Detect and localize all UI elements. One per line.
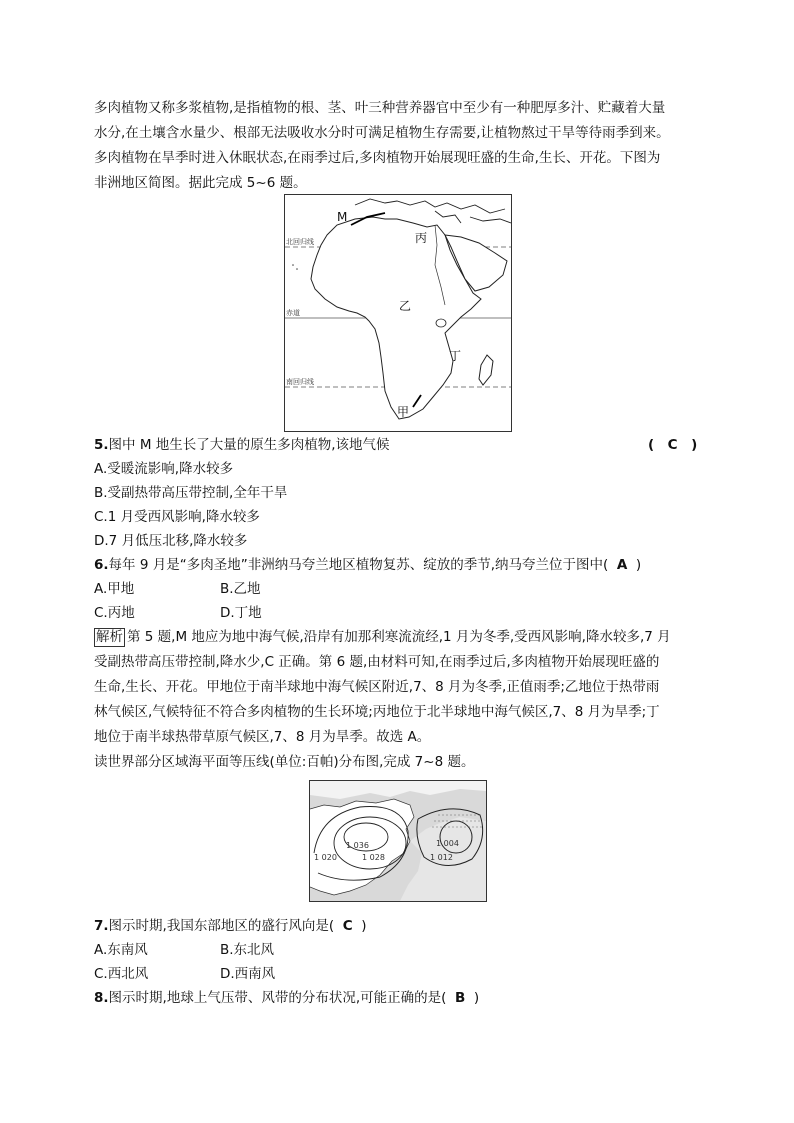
q6-stem (94, 555, 641, 575)
q6-option-b: B.乙地 (220, 581, 261, 597)
q5-option-c: C.1 月受西风影响,降水较多 (94, 509, 260, 525)
q5-option-a: A.受暖流影响,降水较多 (94, 461, 234, 477)
q5-number: 5. (94, 437, 109, 453)
q7-close: ) (361, 918, 367, 934)
south-tropic-label: 南回归线 (286, 378, 314, 386)
q5-answer-text: ( C ) (648, 437, 698, 453)
q7-option-c: C.西北风 (94, 966, 149, 982)
q5-answer (648, 435, 697, 455)
q5-stem (94, 435, 390, 455)
q7-answer: C (342, 918, 353, 934)
intro-line-1: 多肉植物又称多浆植物,是指植物的根、茎、叶三种营养器官中至少有一种肥厚多汁、贮藏着大量 (94, 100, 666, 116)
intro2-line: 读世界部分区域海平面等压线(单位:百帕)分布图,完成 7~8 题。 (94, 754, 475, 770)
map-label-ding: 丁 (449, 349, 462, 363)
analysis-line-2: 受副热带高压带控制,降水少,C 正确。第 6 题,由材料可知,在雨季过后,多肉植物开始展现旺盛的 (94, 654, 660, 670)
q5-option-d: D.7 月低压北移,降水较多 (94, 533, 248, 549)
analysis-line-1 (94, 627, 671, 647)
q6-answer: A (616, 557, 628, 573)
north-tropic-label: 北回归线 (286, 238, 314, 246)
africa-map-drawing (285, 195, 511, 431)
q6-option-d: D.丁地 (220, 605, 262, 621)
analysis-text-1: 第 5 题,M 地应为地中海气候,沿岸有加那利寒流流经,1 月为冬季,受西风影响,降水较多,7 月 (127, 629, 671, 645)
analysis-line-5: 地位于南半球热带草原气候区,7、8 月为旱季。故选 A。 (94, 729, 431, 745)
analysis-line-4: 林气候区,气候特征不符合多肉植物的生长环境;丙地位于北半球地中海气候区,7、8 月为旱季;丁 (94, 704, 660, 720)
q7-number: 7. (94, 918, 109, 934)
q6-number: 6. (94, 557, 109, 573)
intro-line-3: 多肉植物在旱季时进入休眠状态,在雨季过后,多肉植物开始展现旺盛的生命,生长、开花。下图为 (94, 150, 661, 166)
q8-number: 8. (94, 990, 109, 1006)
q7-option-d: D.西南风 (220, 966, 276, 982)
q8-answer: B (454, 990, 466, 1006)
q7-stem (94, 916, 366, 936)
map-label-yi: 乙 (399, 299, 412, 313)
isobar-label-1028: 1 028 (362, 853, 385, 862)
map-label-m: M (337, 210, 348, 224)
isobar-label-1012: 1 012 (430, 853, 453, 862)
map-label-bing: 丙 (415, 231, 428, 245)
isobar-label-1036: 1 036 (346, 841, 369, 850)
q6-close: ) (635, 557, 642, 573)
q5-stem-text: 图中 M 地生长了大量的原生多肉植物,该地气候 (108, 437, 390, 453)
q8-stem (94, 988, 479, 1008)
analysis-line-3: 生命,生长、开花。甲地位于南半球地中海气候区附近,7、8 月为冬季,正值雨季;乙地位于热带雨 (94, 679, 660, 695)
map-label-jia: 甲 (397, 405, 410, 419)
equator-label: 赤道 (286, 309, 300, 317)
isobar-label-1004: 1 004 (436, 839, 459, 848)
q7-option-b: B.东北风 (220, 942, 275, 958)
intro-line-2: 水分,在土壤含水量少、根部无法吸收水分时可满足植物生存需要,让植物熬过干旱等待雨季到来。 (94, 125, 670, 141)
pressure-map (309, 780, 487, 902)
q7-stem-text: 图示时期,我国东部地区的盛行风向是( (108, 918, 335, 934)
pressure-map-drawing (310, 781, 486, 901)
q8-close: ) (473, 990, 480, 1006)
q6-stem-text: 每年 9 月是“多肉圣地”非洲纳马夸兰地区植物复苏、绽放的季节,纳马夸兰位于图中( (108, 557, 609, 573)
analysis-tag: 解析 (96, 629, 123, 645)
q7-option-a: A.东南风 (94, 942, 148, 958)
q6-option-a: A.甲地 (94, 581, 135, 597)
intro-line-4: 非洲地区简图。据此完成 5~6 题。 (94, 175, 307, 191)
q5-option-b: B.受副热带高压带控制,全年干旱 (94, 485, 288, 501)
q8-stem-text: 图示时期,地球上气压带、风带的分布状况,可能正确的是( (108, 990, 447, 1006)
isobar-label-1020: 1 020 (314, 853, 337, 862)
q6-option-c: C.丙地 (94, 605, 135, 621)
africa-map (284, 194, 512, 432)
